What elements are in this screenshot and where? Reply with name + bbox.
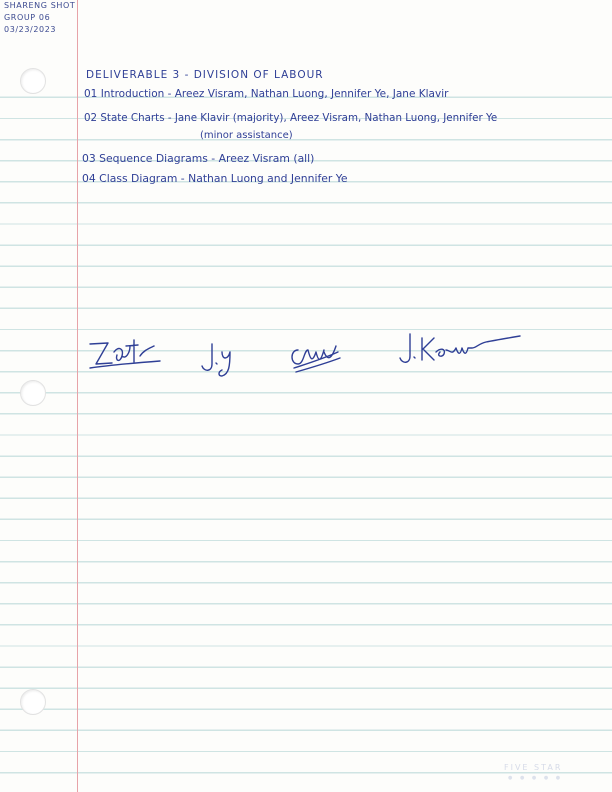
binder-hole-bottom xyxy=(20,689,46,715)
binder-hole-middle xyxy=(20,380,46,406)
entry-state-charts: 02 State Charts - Jane Klavir (majority), Areez Visram, Nathan Luong, Jennifer Ye xyxy=(84,112,498,124)
signature-3 xyxy=(286,338,346,378)
signature-1 xyxy=(86,330,166,375)
entry-sequence-diagrams: 03 Sequence Diagrams - Areez Visram (all) xyxy=(82,152,315,165)
binder-hole-top xyxy=(20,68,46,94)
page-header-area xyxy=(0,0,612,72)
page-title: DELIVERABLE 3 - DIVISION OF LABOUR xyxy=(86,69,324,81)
margin-line xyxy=(77,0,78,792)
header-group: GROUP 06 xyxy=(4,13,51,22)
signature-2 xyxy=(198,340,238,380)
brand-logo: FIVE STAR xyxy=(504,763,563,772)
entry-class-diagram: 04 Class Diagram - Nathan Luong and Jennifer Ye xyxy=(82,172,348,185)
brand-dots: ● ● ● ● ● xyxy=(508,775,564,781)
signature-4 xyxy=(396,330,526,370)
header-date: 03/23/2023 xyxy=(4,25,57,34)
header-name: SHARENG SHOT xyxy=(4,1,76,10)
entry-state-charts-note: (minor assistance) xyxy=(200,130,293,141)
entry-introduction: 01 Introduction - Areez Visram, Nathan Luong, Jennifer Ye, Jane Klavir xyxy=(84,88,449,100)
